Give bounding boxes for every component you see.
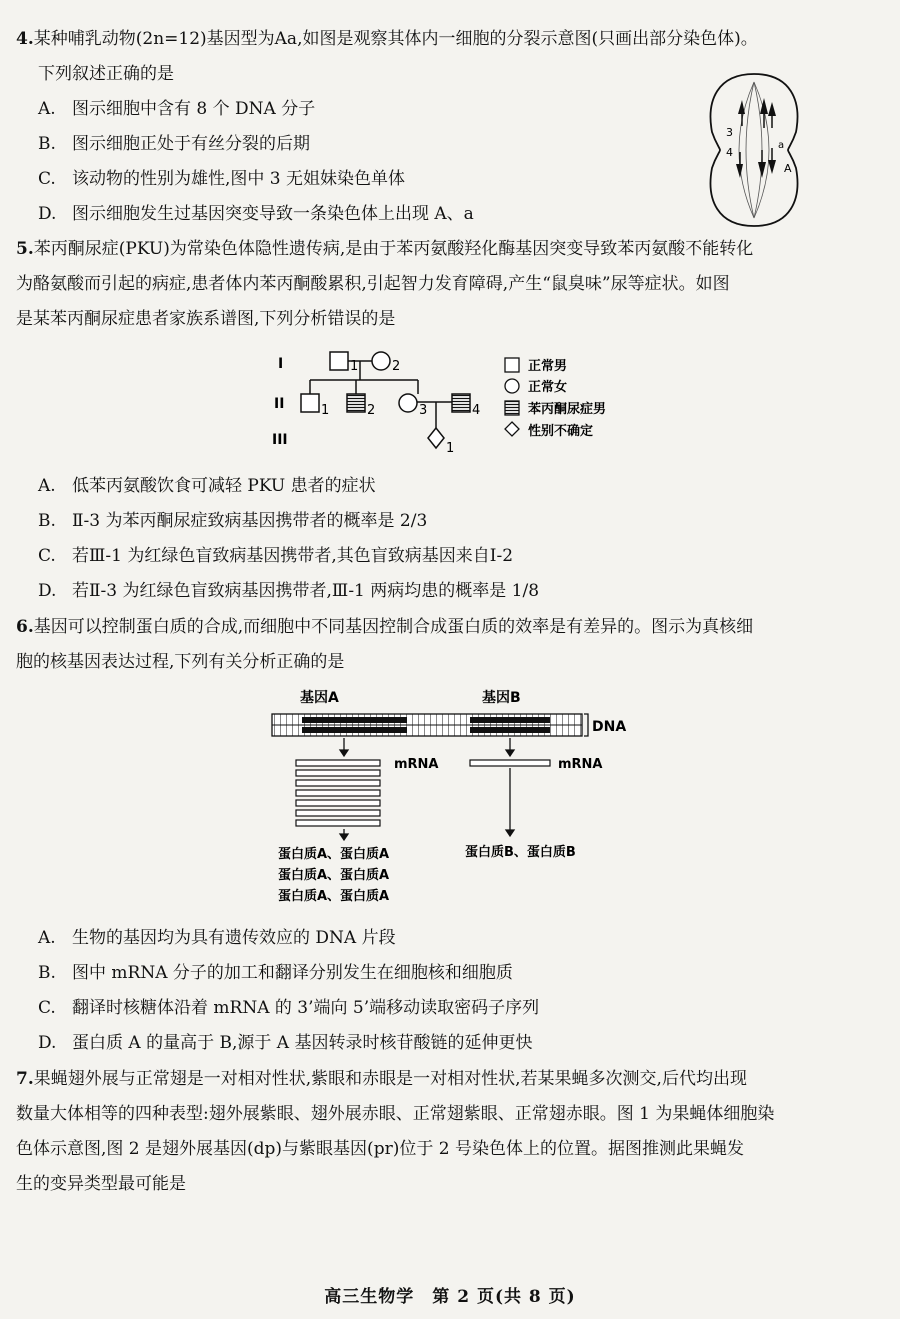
number-I-2: 2 (392, 359, 401, 374)
legend-affected-male-icon (505, 401, 519, 415)
gene-b-label: 基因B (482, 690, 521, 706)
question-6-option-a: A. 生物的基因均为具有遗传效应的 DNA 片段 (38, 928, 396, 948)
legend-normal-female-icon (505, 379, 519, 393)
individual-I-1 (330, 352, 348, 370)
individual-II-2 (347, 394, 365, 412)
transcription-arrows (340, 738, 514, 756)
chromosomes (736, 98, 776, 178)
individual-III-1 (428, 428, 444, 448)
protein-a-line-3: 蛋白质A、蛋白质A (278, 889, 390, 904)
chromosome-label-4: 4 (726, 146, 733, 159)
mrna-b-label: mRNA (558, 757, 603, 772)
legend-normal-male-icon (505, 358, 519, 372)
generation-label-2: II (274, 396, 285, 412)
legend-unknown-sex-icon (505, 422, 519, 436)
question-5-stem-line3: 是某苯丙酮尿症患者家族系谱图,下列分析错误的是 (16, 309, 396, 329)
dna-bracket (584, 714, 588, 736)
number-III-1: 1 (446, 441, 455, 456)
question-5-option-d: D. 若Ⅱ-3 为红绿色盲致病基因携带者,Ⅲ-1 两病均患的概率是 1/8 (38, 581, 540, 601)
question-7-stem-line3: 色体示意图,图 2 是翅外展基因(dp)与紫眼基因(pr)位于 2 号染色体上的位置。据图推测此果蝇发 (16, 1139, 744, 1159)
mrna-a-label: mRNA (394, 757, 439, 772)
number-II-4: 4 (472, 403, 481, 418)
dna-label: DNA (592, 719, 627, 735)
chromosome-arms (740, 114, 772, 164)
page-footer: 高三生物学 第 2 页(共 8 页) (324, 1287, 576, 1307)
individual-II-1 (301, 394, 319, 412)
gene-b-segment-top (470, 717, 550, 723)
mrna-b-strand (470, 760, 550, 766)
mrna-a-stack (296, 760, 380, 826)
pedigree-legend (505, 358, 606, 439)
question-6-options (16, 921, 886, 1061)
question-4-stem-line2: 下列叙述正确的是 (38, 64, 174, 84)
chromosome-label-3: 3 (726, 126, 733, 139)
gene-a-label: 基因A (300, 690, 339, 706)
question-7-stem: 7.果蝇翅外展与正常翅是一对相对性状,紫眼和赤眼是一对相对性状,若某果蝇多次测交,后代均出现 (16, 1069, 747, 1089)
question-4-option-c: C. 该动物的性别为雄性,图中 3 无姐妹染色单体 (38, 169, 406, 189)
question-5-stem: 5.苯丙酮尿症(PKU)为常染色体隐性遗传病,是由于苯丙氨酸羟化酶基因突变导致苯丙氨酸不能转化 (16, 239, 754, 259)
question-6-option-d: D. 蛋白质 A 的量高于 B,源于 A 基因转录时核苷酸链的延伸更快 (38, 1033, 533, 1053)
generation-label-3: III (272, 432, 288, 448)
question-4-stem: 4.某种哺乳动物(2n=12)基因型为Aa,如图是观察其体内一细胞的分裂示意图(只画出部分染色体)。 (16, 29, 758, 49)
gene-a-segment-top (302, 717, 407, 723)
protein-a-line-1: 蛋白质A、蛋白质A (278, 847, 390, 862)
number-I-1: 1 (350, 359, 359, 374)
question-5-option-a: A. 低苯丙氨酸饮食可减轻 PKU 患者的症状 (38, 476, 376, 496)
question-6-stem: 6.基因可以控制蛋白质的合成,而细胞中不同基因控制合成蛋白质的效率是有差异的。图示为真核细 (16, 617, 754, 637)
question-6-option-b: B. 图中 mRNA 分子的加工和翻译分别发生在细胞核和细胞质 (38, 963, 513, 983)
question-5-stem-line2: 为酪氨酸而引起的病症,患者体内苯丙酮酸累积,引起智力发育障碍,产生“鼠臭味”尿等症状。如图 (16, 274, 730, 294)
individual-I-2 (372, 352, 390, 370)
question-7-stem-line2: 数量大体相等的四种表型:翅外展紫眼、翅外展赤眼、正常翅紫眼、正常翅赤眼。图 1 为果蝇体细胞染 (16, 1104, 775, 1124)
legend-normal-male: 正常男 (528, 359, 568, 374)
question-4-option-a: A. 图示细胞中含有 8 个 DNA 分子 (38, 99, 316, 119)
legend-unknown-sex: 性别不确定 (528, 424, 594, 439)
question-4-option-d: D. 图示细胞发生过基因突变导致一条染色体上出现 A、a (38, 204, 474, 224)
number-II-2: 2 (367, 403, 376, 418)
question-5-option-b: B. Ⅱ-3 为苯丙酮尿症致病基因携带者的概率是 2/3 (38, 511, 428, 531)
gene-b-segment-bottom (470, 727, 550, 733)
cell-division-figure (698, 70, 810, 230)
question-5-options (16, 469, 886, 609)
protein-b-label: 蛋白质B、蛋白质B (465, 845, 576, 860)
pedigree-lines (310, 361, 452, 428)
individual-II-4 (452, 394, 470, 412)
legend-normal-female: 正常女 (528, 380, 568, 395)
gene-label-a: a (778, 140, 785, 151)
question-7 (16, 1062, 886, 1202)
pedigree-chart (270, 346, 630, 460)
gene-label-A: A (784, 162, 792, 175)
question-5 (16, 232, 886, 337)
question-6-stem-line2: 胞的核基因表达过程,下列有关分析正确的是 (16, 652, 345, 672)
gene-a-segment-bottom (302, 727, 407, 733)
protein-a-line-2: 蛋白质A、蛋白质A (278, 868, 390, 883)
question-6 (16, 610, 886, 680)
question-7-stem-line4: 生的变异类型最可能是 (16, 1174, 186, 1194)
legend-affected-male: 苯丙酮尿症男 (528, 402, 607, 417)
gene-expression-figure (262, 684, 632, 914)
question-5-option-c: C. 若Ⅲ-1 为红绿色盲致病基因携带者,其色盲致病基因来自Ⅰ-2 (38, 546, 514, 566)
question-6-option-c: C. 翻译时核糖体沿着 mRNA 的 3’端向 5’端移动读取密码子序列 (38, 998, 540, 1018)
generation-label-1: I (278, 356, 284, 372)
number-II-3: 3 (419, 403, 428, 418)
question-4-option-b: B. 图示细胞正处于有丝分裂的后期 (38, 134, 310, 154)
individual-II-3 (399, 394, 417, 412)
number-II-1: 1 (321, 403, 330, 418)
cell-membrane (711, 74, 798, 226)
